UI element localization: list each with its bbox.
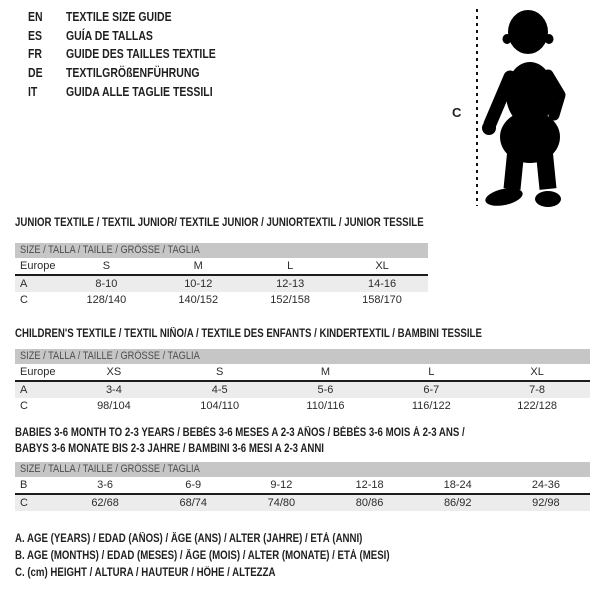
value-cell: XL bbox=[484, 364, 590, 381]
size-table bbox=[15, 364, 590, 414]
language-code bbox=[28, 47, 66, 61]
value-cell: 12-13 bbox=[244, 275, 336, 292]
footnote-height-cm bbox=[15, 565, 461, 582]
section-title-babies bbox=[15, 425, 550, 457]
value-cell: 62/68 bbox=[61, 494, 149, 511]
value-cell: M bbox=[152, 258, 244, 275]
value-cell: L bbox=[244, 258, 336, 275]
value-cell: 4-5 bbox=[167, 381, 273, 398]
legend-footnotes bbox=[15, 531, 461, 582]
size-header-bar bbox=[15, 462, 590, 477]
row-label-cell: A bbox=[15, 275, 60, 292]
language-row bbox=[28, 27, 244, 46]
language-row bbox=[28, 64, 244, 83]
row-label-cell: C bbox=[20, 400, 28, 412]
value-cell: 3-4 bbox=[61, 381, 167, 398]
language-code bbox=[28, 85, 66, 99]
babies-size-table bbox=[15, 462, 590, 511]
value-cell: 18-24 bbox=[414, 477, 502, 494]
language-code-text: IT bbox=[28, 84, 38, 99]
value-cell: 10-12 bbox=[152, 275, 244, 292]
value-cell: 14-16 bbox=[336, 275, 428, 292]
section-title-text: CHILDREN'S TEXTILE / TEXTIL NIÑO/A / TEXTILE DES ENFANTS / KINDERTEXTIL / BAMBINI TESSILE bbox=[15, 328, 482, 340]
size-table bbox=[15, 258, 428, 308]
table-row-months bbox=[15, 477, 590, 494]
toddler-silhouette-image bbox=[450, 5, 598, 215]
toddler-silhouette bbox=[482, 10, 561, 209]
table-row-height bbox=[15, 494, 590, 511]
value-cell: XL bbox=[336, 258, 428, 275]
value-cell: 68/74 bbox=[149, 494, 237, 511]
language-title: GUIDE DES TAILLES TEXTILE bbox=[66, 47, 216, 62]
children-size-table bbox=[15, 349, 590, 414]
row-label-cell: B bbox=[15, 477, 61, 494]
footnote-text: A. AGE (YEARS) / EDAD (AÑOS) / ÂGE (ANS) / ALTER (JAHRE) / ETÀ (ANNI) bbox=[15, 533, 363, 545]
size-header-text: SIZE / TALLA / TAILLE / GRÖSSE / TAGLIA bbox=[20, 350, 200, 362]
value-cell: 3-6 bbox=[61, 477, 149, 494]
language-code-text: FR bbox=[28, 47, 43, 62]
size-table bbox=[15, 477, 590, 511]
value-cell: 12-18 bbox=[325, 477, 413, 494]
section-title-text: BABIES 3-6 MONTH TO 2-3 YEARS / BEBÉS 3-6 MESES A 2-3 AÑOS / BÉBÉS 3-6 MOIS À 2-3 ANS / bbox=[15, 427, 465, 439]
section-title-children bbox=[15, 326, 571, 342]
value-cell: 8-10 bbox=[60, 275, 152, 292]
value-cell: 128/140 bbox=[86, 294, 127, 306]
language-title-list bbox=[28, 8, 244, 101]
section-title-junior bbox=[15, 215, 501, 231]
row-label-cell: Europe bbox=[15, 258, 60, 275]
value-cell: S bbox=[167, 364, 273, 381]
row-label-cell: C bbox=[15, 494, 61, 511]
table-row-age bbox=[15, 381, 590, 398]
value-cell: XS bbox=[61, 364, 167, 381]
language-title: GUÍA DE TALLAS bbox=[66, 28, 153, 43]
value-cell: 24-36 bbox=[502, 477, 590, 494]
row-label-cell: Europe bbox=[15, 364, 61, 381]
table-row-height bbox=[15, 398, 590, 414]
value-cell: L bbox=[378, 364, 484, 381]
value-cell: 6-7 bbox=[378, 381, 484, 398]
footnote-age-months bbox=[15, 548, 461, 565]
height-label-c: C bbox=[452, 105, 462, 120]
language-title: TEXTILGRÖßENFÜHRUNG bbox=[66, 66, 200, 81]
value-cell: 110/116 bbox=[306, 400, 345, 412]
value-cell: 104/110 bbox=[200, 400, 240, 412]
table-row-age bbox=[15, 275, 428, 292]
row-label-cell: A bbox=[15, 381, 61, 398]
value-cell: M bbox=[273, 364, 379, 381]
language-code-text: EN bbox=[28, 10, 43, 25]
language-row bbox=[28, 45, 244, 64]
value-cell: 158/170 bbox=[362, 294, 402, 306]
size-header-bar bbox=[15, 349, 590, 364]
value-cell: 6-9 bbox=[149, 477, 237, 494]
footnote-text: B. AGE (MONTHS) / EDAD (MESES) / ÂGE (MOIS) / ALTER (MONATE) / ETÀ (MESI) bbox=[15, 550, 390, 562]
value-cell: 92/98 bbox=[502, 494, 590, 511]
value-cell: 86/92 bbox=[414, 494, 502, 511]
footnote-age-years bbox=[15, 531, 461, 548]
section-title-text: BABYS 3-6 MONATE BIS 2-3 JAHRE / BAMBINI 3-6 MESI A 2-3 ANNI bbox=[15, 443, 324, 455]
size-header-bar bbox=[15, 243, 428, 258]
size-header-text: SIZE / TALLA / TAILLE / GRÖSSE / TAGLIA bbox=[20, 244, 200, 256]
table-row-height bbox=[15, 292, 428, 308]
value-cell: S bbox=[60, 258, 152, 275]
value-cell: 152/158 bbox=[270, 294, 311, 306]
row-label-cell: C bbox=[20, 294, 28, 306]
value-cell: 122/128 bbox=[517, 400, 557, 412]
language-code bbox=[28, 66, 66, 80]
table-row-europe bbox=[15, 364, 590, 381]
table-row-europe bbox=[15, 258, 428, 275]
value-cell: 80/86 bbox=[325, 494, 413, 511]
footnote-text: C. (cm) HEIGHT / ALTURA / HAUTEUR / HÖHE / ALTEZZA bbox=[15, 567, 276, 579]
language-code-text: DE bbox=[28, 66, 43, 81]
language-title: GUIDA ALLE TAGLIE TESSILI bbox=[66, 84, 213, 99]
value-cell: 98/104 bbox=[97, 400, 131, 412]
junior-size-table bbox=[15, 243, 428, 308]
language-code bbox=[28, 10, 66, 24]
language-row bbox=[28, 82, 244, 101]
value-cell: 74/80 bbox=[237, 494, 325, 511]
value-cell: 5-6 bbox=[273, 381, 379, 398]
value-cell: 140/152 bbox=[178, 294, 219, 306]
value-cell: 9-12 bbox=[237, 477, 325, 494]
size-header-text: SIZE / TALLA / TAILLE / GRÖSSE / TAGLIA bbox=[20, 463, 200, 475]
language-title: TEXTILE SIZE GUIDE bbox=[66, 10, 172, 25]
value-cell: 116/122 bbox=[411, 400, 451, 412]
language-code bbox=[28, 29, 66, 43]
value-cell: 7-8 bbox=[484, 381, 590, 398]
section-title-text: JUNIOR TEXTILE / TEXTIL JUNIOR/ TEXTILE JUNIOR / JUNIORTEXTIL / JUNIOR TESSILE bbox=[15, 217, 424, 229]
language-code-text: ES bbox=[28, 28, 43, 43]
language-row bbox=[28, 8, 244, 27]
